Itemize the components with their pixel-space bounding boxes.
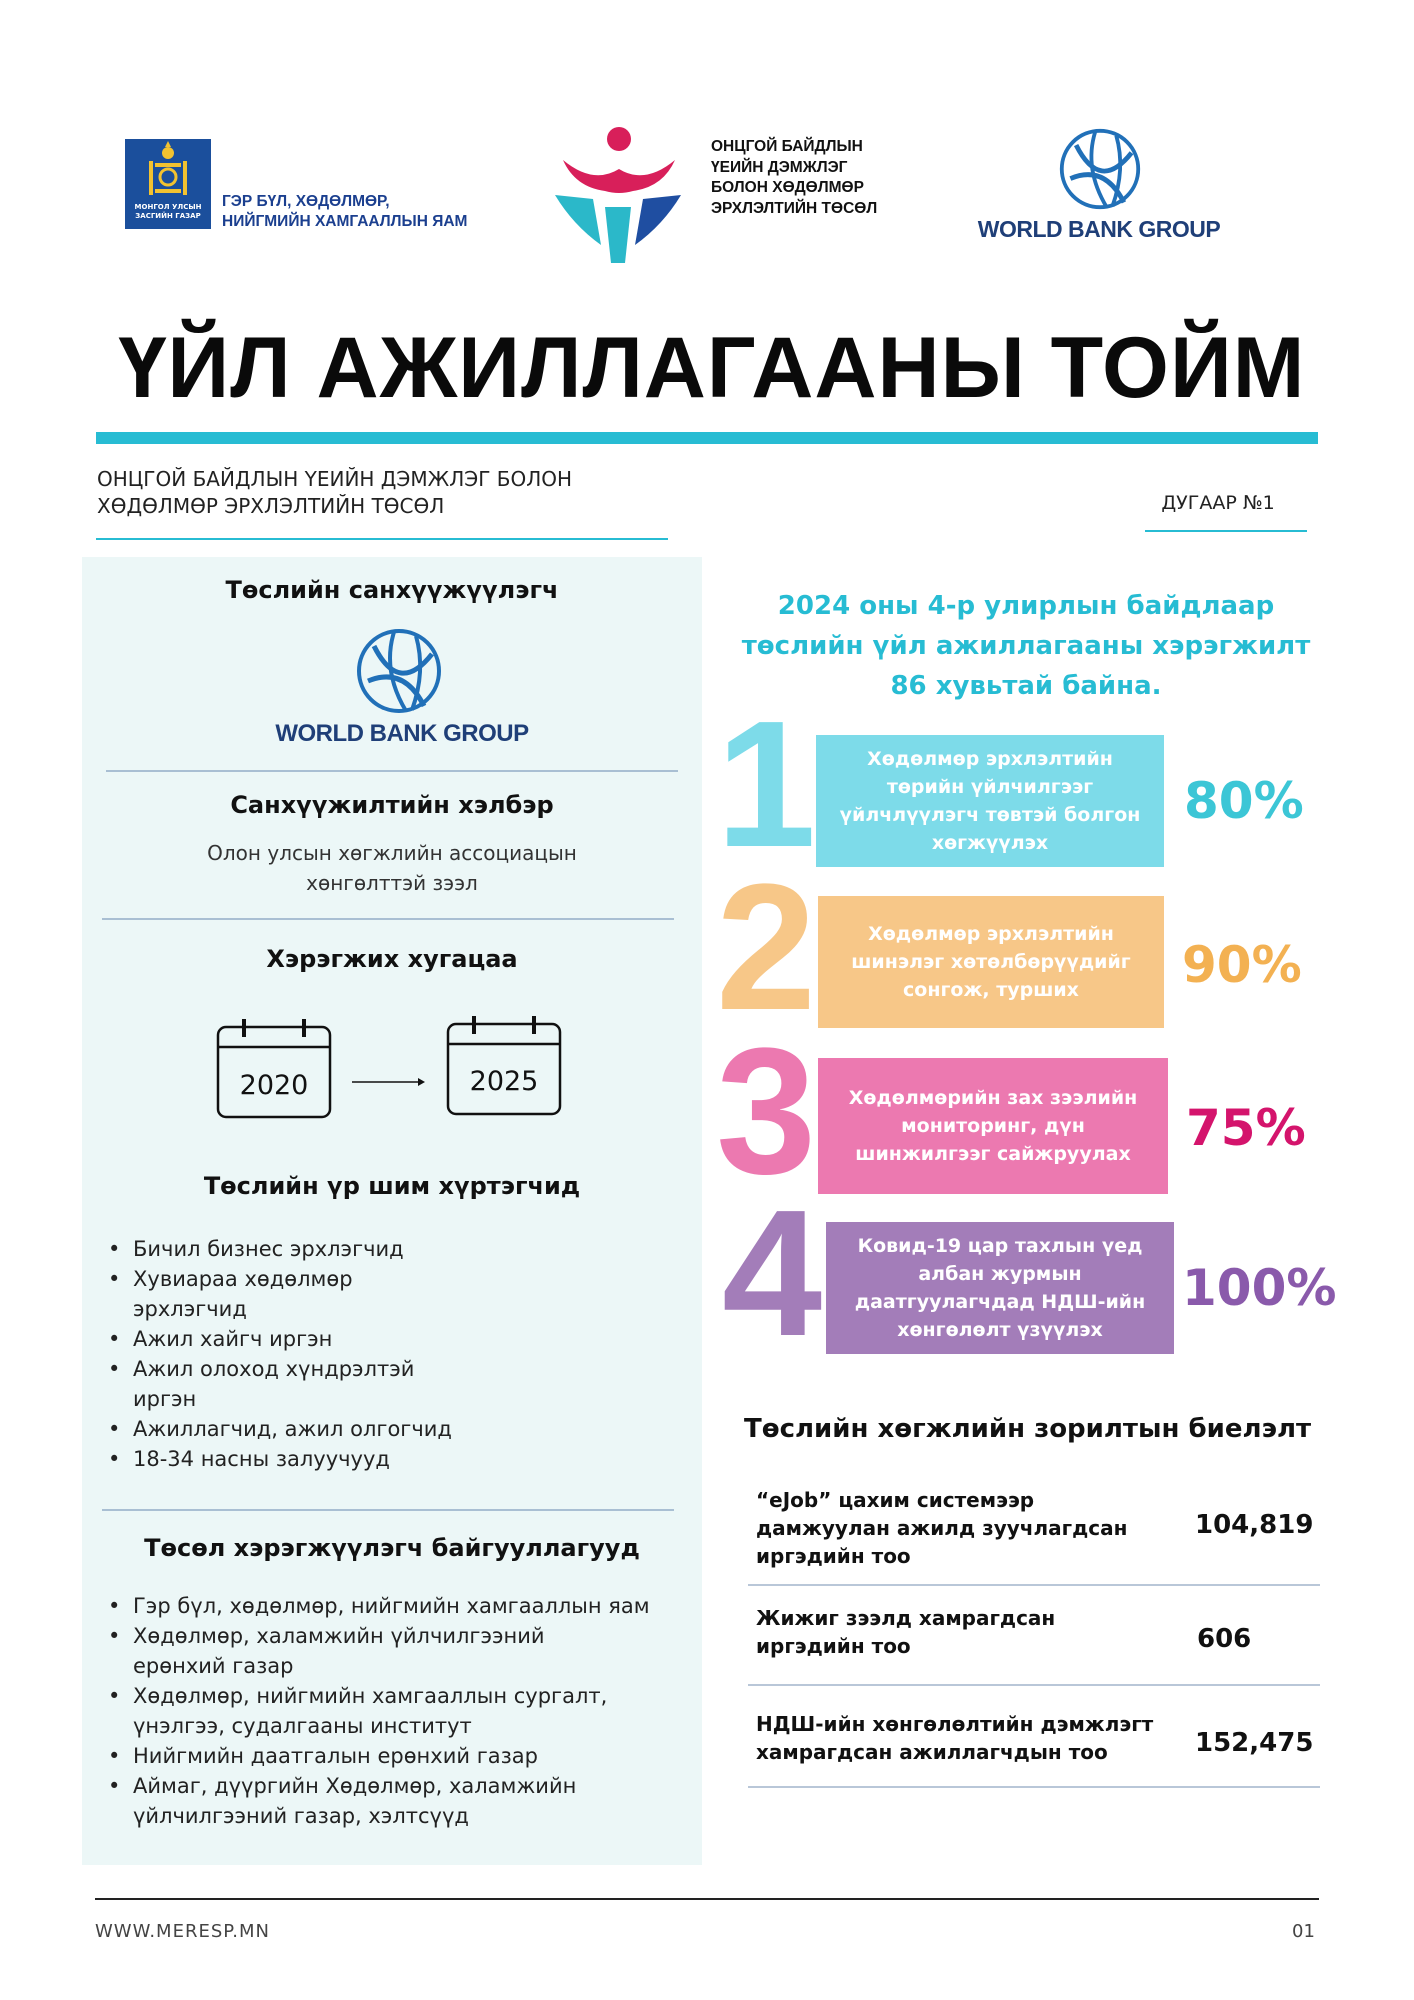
results-row-label: “eJob” цахим системээр дамжуулан ажилд зуучлагдсан иргэдийн тоо [756,1488,1128,1568]
issue-underline [1145,530,1307,532]
beneficiaries-list [96,1234,656,1474]
component-3-number: 3 [716,1011,817,1212]
soyombo-icon [125,139,211,199]
footer-divider [95,1898,1319,1900]
list-item: үнэлгээ, судалгааны институт [133,1714,472,1738]
list-item: • Хувиараа хөдөлмөр [96,1264,656,1294]
mongolia-government-emblem [125,139,211,229]
start-year: 2020 [239,1070,309,1101]
list-item: • Аймаг, дүүргийн Хөдөлмөр, халамжийн [96,1771,696,1801]
financing-type: Олон улсын хөгжлийн ассоциацын хөнгөлттэй зээл [207,841,577,895]
list-item: • Хөдөлмөр, халамжийн үйлчилгээний [96,1621,696,1651]
component-3-box: Хөдөлмөрийн зах зээлийн мониторинг, дүн шинжилгээг сайжруулах [818,1058,1168,1194]
panel-divider [106,770,678,772]
list-item: • 18-34 насны залуучууд [96,1444,656,1474]
arrow-right-icon [352,1076,426,1088]
component-3-percent: 75% [1186,1099,1306,1157]
table-row-divider [748,1684,1320,1686]
page-title: ҮЙЛ АЖИЛЛАГААНЫ ТОЙМ [118,320,1306,416]
world-bank-globe-icon [354,626,444,716]
component-1-percent: 80% [1184,772,1304,830]
project-subtitle: ОНЦГОЙ БАЙДЛЫН ҮЕИЙН ДЭМЖЛЭГ БОЛОН ХӨДӨЛМӨР ЭРХЛЭЛТИЙН ТӨСӨЛ [97,467,573,518]
title-underline [96,432,1318,444]
component-4-box: Ковид-19 цар тахлын үед албан журмын даатгуулагчдад НДШ-ийн хөнгөлөлт үзүүлэх [826,1222,1174,1354]
financing-heading: Санхүүжилтийн хэлбэр [230,791,554,819]
calendar-icon [216,1017,332,1119]
emblem-caption: МОНГОЛ УЛСЫН ЗАСГИЙН ГАЗАР [134,203,202,220]
list-item: • Ажил олоход хүндрэлтэй [96,1354,656,1384]
calendar-icon [446,1014,562,1116]
results-row-label: Жижиг зээлд хамрагдсан иргэдийн тоо [756,1606,1056,1658]
list-item: • Нийгмийн даатгалын ерөнхий газар [96,1741,696,1771]
results-table-title: Төслийн хөгжлийн зорилтын биелэлт [744,1414,1312,1444]
component-1-number: 1 [716,684,817,885]
project-name: ОНЦГОЙ БАЙДЛЫН ҮЕИЙН ДЭМЖЛЭГ БОЛОН ХӨДӨЛМӨР ЭРХЛЭЛТИЙН ТӨСӨЛ [711,138,878,217]
world-bank-group-logo-text: WORLD BANK GROUP [977,216,1221,242]
implementers-heading: Төсөл хэрэгжүүлэгч байгууллагууд [144,1534,640,1562]
list-item: эрхлэгчид [133,1297,247,1321]
panel-divider [102,918,674,920]
project-logo-icon [553,125,683,265]
component-2-box: Хөдөлмөр эрхлэлтийн шинэлэг хөтөлбөрүүдийг сонгож, турших [818,896,1164,1028]
panel-divider [102,1509,674,1511]
list-item: ерөнхий газар [133,1654,294,1678]
component-4-percent: 100% [1182,1259,1337,1317]
funder-name: WORLD BANK GROUP [275,720,529,747]
progress-headline: 2024 оны 4-р улирлын байдлаар төслийн үйл ажиллагааны хэрэгжилт 86 хувьтай байна. [741,591,1311,701]
list-item: • Ажиллагчид, ажил олгогчид [96,1414,656,1444]
subtitle-underline [96,538,668,540]
table-row-divider [748,1786,1320,1788]
list-item: үйлчилгээний газар, хэлтсүүд [133,1804,469,1828]
results-row-value: 152,475 [1195,1728,1314,1758]
issue-number: ДУГААР №1 [1161,492,1275,514]
list-item: • Гэр бүл, хөдөлмөр, нийгмийн хамгааллын яам [96,1591,696,1621]
ministry-name: ГЭР БҮЛ, ХӨДӨЛМӨР, НИЙГМИЙН ХАМГААЛЛЫН ЯАМ [222,193,468,230]
list-item: • Хөдөлмөр, нийгмийн хамгааллын сургалт, [96,1681,696,1711]
results-row-value: 606 [1197,1624,1252,1654]
results-row-value: 104,819 [1195,1510,1314,1540]
table-row-divider [748,1584,1320,1586]
beneficiaries-heading: Төслийн үр шим хүртэгчид [203,1172,581,1200]
funder-heading: Төслийн санхүүжүүлэгч [225,576,559,604]
component-4-number: 4 [722,1173,823,1374]
component-2-percent: 90% [1182,936,1302,994]
component-2-number: 2 [716,847,817,1048]
list-item: иргэн [133,1387,197,1411]
period-heading: Хэрэгжих хугацаа [266,945,518,973]
world-bank-globe-icon [1057,126,1143,212]
results-row-label: НДШ-ийн хөнгөлөлтийн дэмжлэгт хамрагдсан ажиллагчдын тоо [756,1712,1154,1764]
end-year: 2025 [469,1066,539,1097]
page-number: 01 [1292,1921,1315,1942]
footer-website-link[interactable]: WWW.MERESP.MN [95,1921,271,1942]
component-1-box: Хөдөлмөр эрхлэлтийн төрийн үйлчилгээг үйлчлүүлэгч төвтэй болгон хөгжүүлэх [816,735,1164,867]
list-item: • Бичил бизнес эрхлэгчид [96,1234,656,1264]
implementers-list [96,1591,696,1831]
list-item: • Ажил хайгч иргэн [96,1324,656,1354]
